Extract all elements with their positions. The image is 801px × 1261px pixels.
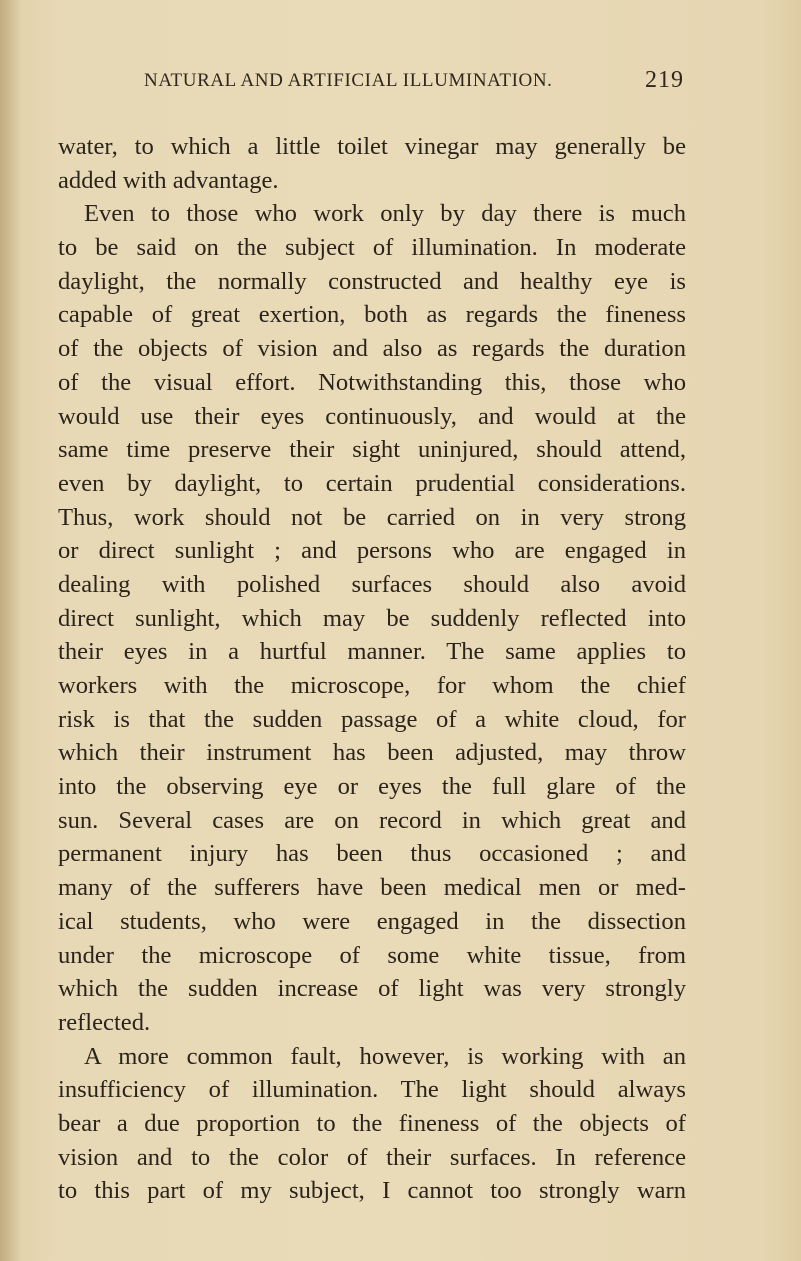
text-line: many of the sufferers have been medical men or med- <box>58 874 686 902</box>
running-head-title: NATURAL AND ARTIFICIAL ILLUMINATION. <box>144 70 553 91</box>
page-number: 219 <box>645 67 684 93</box>
text-line: same time preserve their sight uninjured, should attend, <box>58 436 686 464</box>
text-line: into the observing eye or eyes the full glare of the <box>58 773 686 801</box>
text-line: insufficiency of illumination. The light should always <box>58 1076 686 1104</box>
text-line: added with advantage. <box>58 166 279 194</box>
text-line: A more common fault, however, is working with an <box>84 1042 686 1070</box>
running-head <box>144 67 684 93</box>
text-line: vision and to the color of their surfaces. In reference <box>58 1143 686 1171</box>
text-line: ical students, who were engaged in the dissection <box>58 907 686 935</box>
text-line: their eyes in a hurtful manner. The same applies to <box>58 638 686 666</box>
text-line: which their instrument has been adjusted, may throw <box>58 739 686 767</box>
text-line: Even to those who work only by day there is much <box>84 200 686 228</box>
text-line: under the microscope of some white tissue, from <box>58 941 686 969</box>
text-line: even by daylight, to certain prudential considerations. <box>58 469 686 497</box>
text-line: workers with the microscope, for whom the chief <box>58 672 686 699</box>
text-line: would use their eyes continuously, and would at the <box>58 402 686 430</box>
body-text <box>58 130 686 1208</box>
text-line: bear a due proportion to the fineness of the objects of <box>58 1109 686 1137</box>
text-line: to this part of my subject, I cannot too strongly warn <box>58 1177 686 1205</box>
page-spine-shadow <box>0 0 22 1261</box>
text-line: to be said on the subject of illumination. In moderate <box>58 234 686 262</box>
text-line: direct sunlight, which may be suddenly reflected into <box>58 604 686 632</box>
text-line: or direct sunlight ; and persons who are engaged in <box>58 537 686 565</box>
text-line: risk is that the sudden passage of a white cloud, for <box>58 705 686 733</box>
text-line: Thus, work should not be carried on in very strong <box>58 503 686 531</box>
text-line: permanent injury has been thus occasioned ; and <box>58 840 686 868</box>
text-line: of the objects of vision and also as regards the duration <box>58 335 686 363</box>
text-line: reflected. <box>58 1008 151 1036</box>
text-line: capable of great exertion, both as regards the fineness <box>58 301 686 329</box>
text-line: of the visual effort. Notwithstanding this, those who <box>58 368 686 396</box>
text-line: water, to which a little toilet vinegar may generally be <box>58 133 686 160</box>
text-line: dealing with polished surfaces should also avoid <box>58 570 686 598</box>
text-line: daylight, the normally constructed and healthy eye is <box>58 267 686 295</box>
text-line: sun. Several cases are on record in which great and <box>58 806 686 834</box>
text-line: which the sudden increase of light was very strongly <box>58 975 686 1003</box>
